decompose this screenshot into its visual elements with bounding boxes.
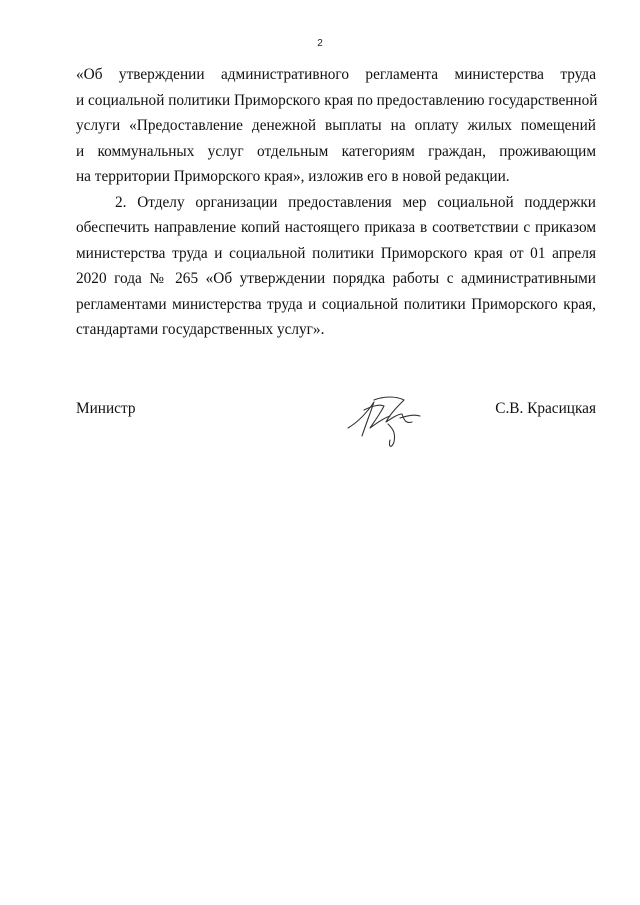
text-line: «Об утверждении административного регламента министерства труда xyxy=(76,66,596,83)
page-number: 2 xyxy=(317,38,323,49)
document-body xyxy=(76,62,596,343)
text-line: услуги «Предоставление денежной выплаты на оплату жилых помещений xyxy=(76,117,596,134)
signatory-title: Министр xyxy=(76,400,136,417)
paragraph-item-2 xyxy=(76,190,596,343)
signatory-name: С.В. Красицкая xyxy=(495,400,596,417)
text-line: министерства труда и социальной политики Приморского края от 01 апреля xyxy=(76,244,596,262)
text-line: регламентами министерства труда и социальной политики Приморского края, xyxy=(76,295,596,313)
text-line: и социальной политики Приморского края по предоставлению государственной xyxy=(76,91,598,109)
text-line: 2020 года № 265 «Об утверждении порядка работы с административными xyxy=(76,270,596,287)
text-line: на территории Приморского края», изложив его в новой редакции. xyxy=(76,168,510,185)
text-line: 2. Отделу организации предоставления мер социальной поддержки xyxy=(115,193,596,211)
text-line: и коммунальных услуг отдельным категориям граждан, проживающим xyxy=(76,142,596,160)
signature-block xyxy=(76,400,596,450)
paragraph-amendment xyxy=(76,62,596,190)
handwritten-signature xyxy=(344,392,426,450)
text-line: обеспечить направление копий настоящего приказа в соответствии с приказом xyxy=(76,219,596,236)
text-line: стандартами государственных услуг». xyxy=(76,321,325,338)
